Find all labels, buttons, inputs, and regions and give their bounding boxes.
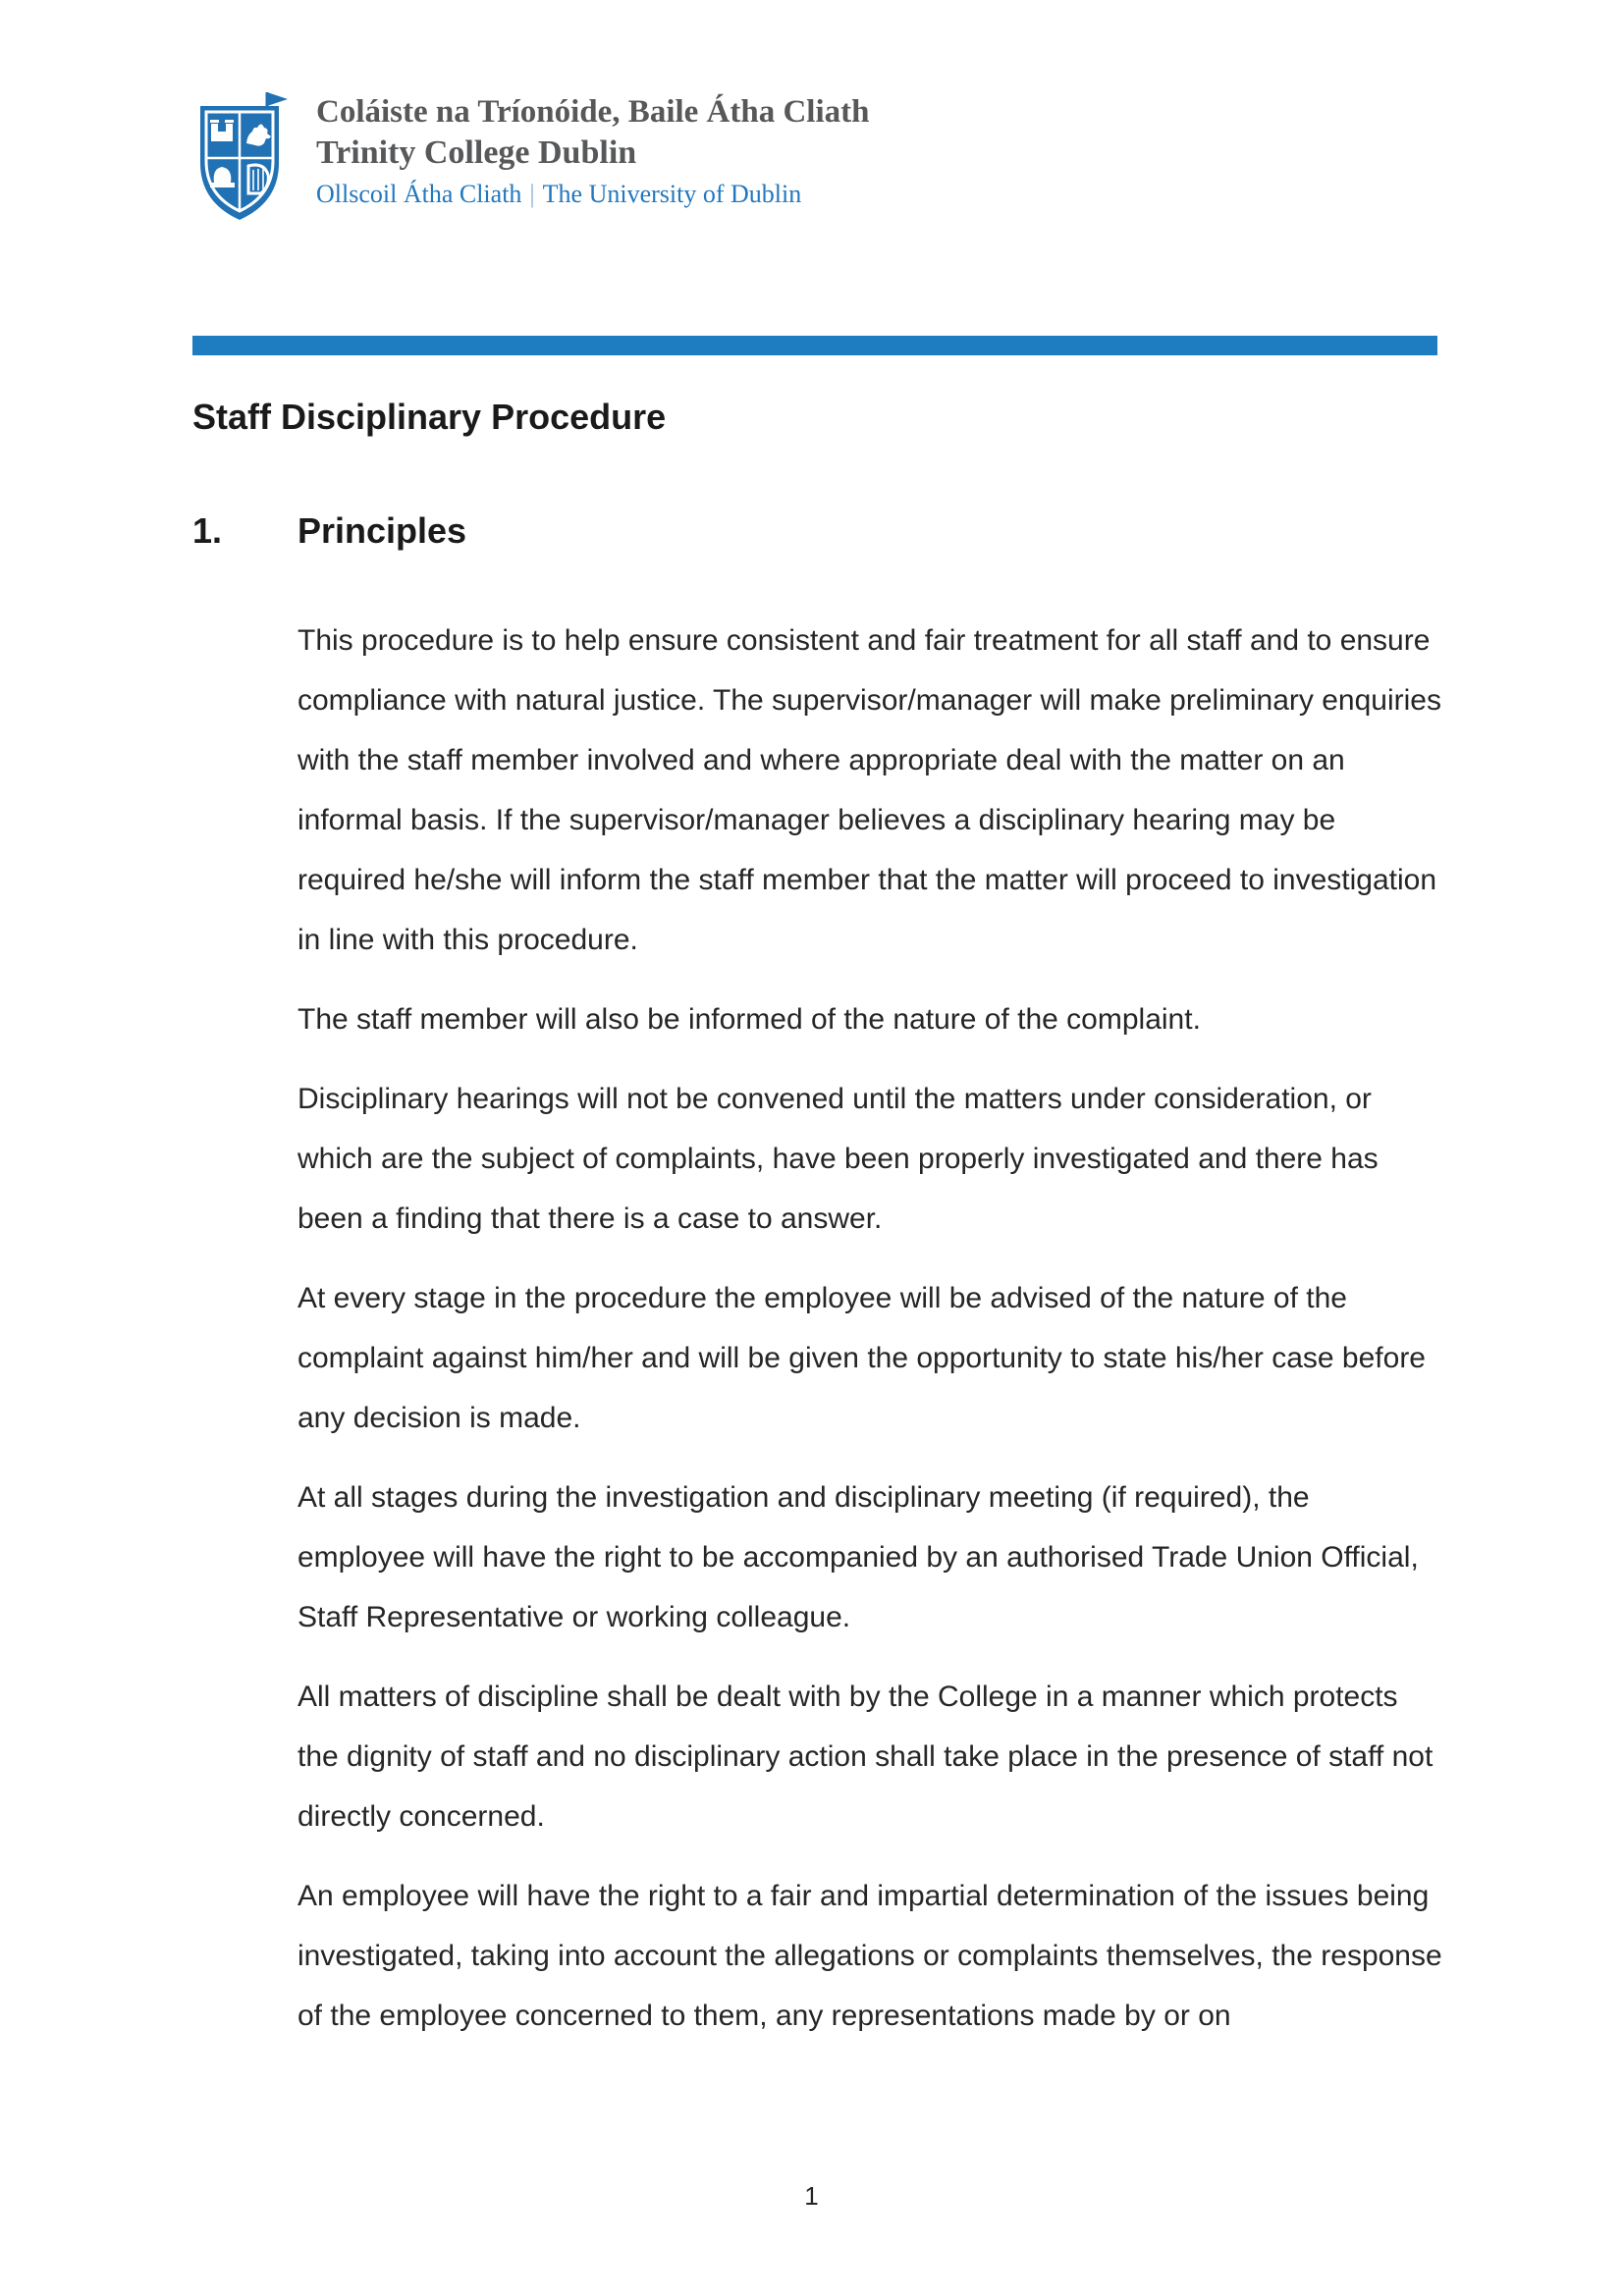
paragraph-5: At all stages during the investigation and disciplinary meeting (if required), the employee will have the right to be accompanied by an authorised Trade Union Official, Staff Representative or working colleague. (298, 1481, 1419, 1633)
tcd-logo-block (192, 88, 869, 228)
logo-english-name: Trinity College Dublin (316, 133, 637, 171)
logo-text-block (316, 88, 869, 209)
paragraph-4: At every stage in the procedure the employee will be advised of the nature of the complaint against him/her and will be given the opportunity to state his/her case before any decision is made. (298, 1282, 1426, 1434)
section-number: 1. (192, 510, 223, 551)
paragraph-7: An employee will have the right to a fair and impartial determination of the issues being investigated, taking into account the allegations or complaints themselves, the response of the employee concerned to them, any representations made by or on (298, 1880, 1442, 2032)
logo-sub-right: The University of Dublin (542, 180, 802, 209)
page-number: 1 (804, 2181, 819, 2211)
logo-university-line (316, 180, 869, 209)
document-body (298, 611, 1444, 2065)
paragraph-6: All matters of discipline shall be dealt with by the College in a manner which protects the dignity of staff and no disciplinary action shall take place in the presence of staff not directly concerned. (298, 1681, 1434, 1833)
logo-sub-left: Ollscoil Átha Cliath (316, 180, 522, 209)
section-title: Principles (298, 510, 467, 551)
logo-separator: | (529, 180, 535, 209)
header-accent-rule (192, 336, 1437, 355)
paragraph-3: Disciplinary hearings will not be convened until the matters under consideration, or which are the subject of complaints, have been properly investigated and there has been a finding that there is a case to answer. (298, 1083, 1379, 1235)
document-title: Staff Disciplinary Procedure (192, 397, 667, 437)
section-heading (192, 510, 466, 552)
paragraph-2: The staff member will also be informed of the nature of the complaint. (298, 1003, 1201, 1036)
trinity-college-crest-icon (192, 88, 291, 228)
paragraph-1: This procedure is to help ensure consistent and fair treatment for all staff and to ensure compliance with natural justice. The supervisor/manager will make preliminary enquiries with the staff member involved and where appropriate deal with the matter on an informal basis. If the supervisor/manager believes a disciplinary hearing may be required he/she will inform the staff member that the matter will proceed to investigation in line with this procedure. (298, 624, 1441, 956)
logo-irish-name: Coláiste na Tríonóide, Baile Átha Cliath (316, 94, 870, 130)
